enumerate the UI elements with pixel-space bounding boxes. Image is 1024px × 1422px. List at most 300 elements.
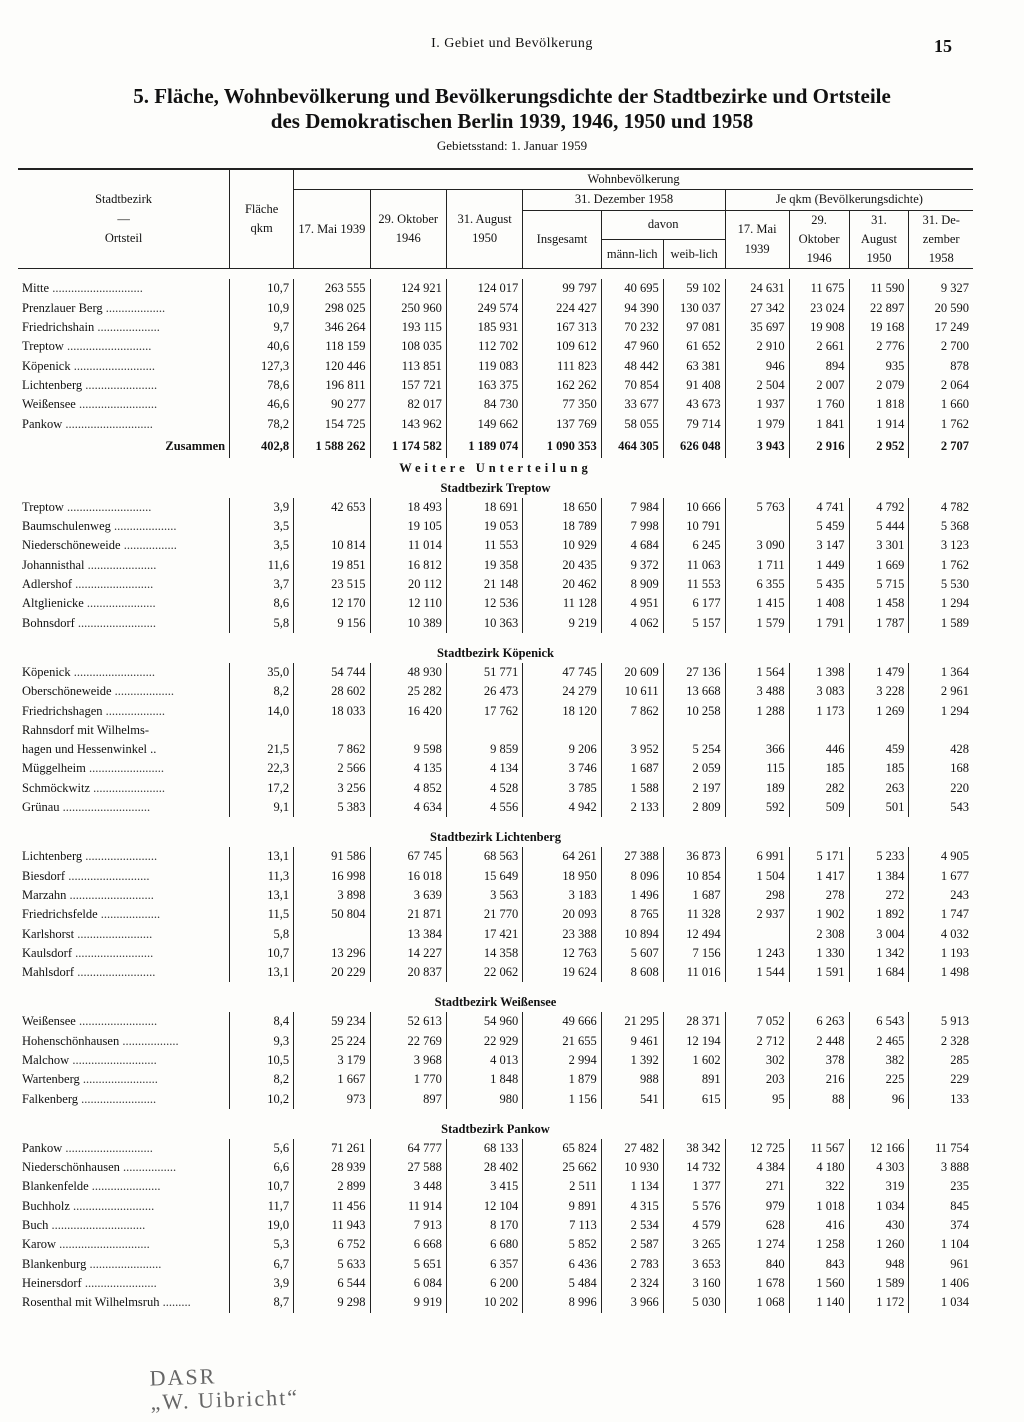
row-value: 1 260 [849, 1235, 909, 1254]
row-value: 8,2 [230, 1070, 294, 1089]
row-value: 3 228 [849, 682, 909, 701]
row-value: 1 762 [909, 415, 973, 434]
row-value: 28 602 [294, 682, 370, 701]
leader-dots: ....................... [82, 849, 158, 864]
row-value: 1 377 [663, 1177, 725, 1196]
row-value: 250 960 [370, 299, 446, 318]
title-line-2: des Demokratischen Berlin 1939, 1946, 1950 und 1958 [270, 109, 754, 133]
header-maennlich: männ-lich [601, 240, 663, 269]
row-value: 8,4 [230, 1012, 294, 1031]
header-stadtbezirk: Stadtbezirk — Ortsteil [18, 169, 230, 269]
row-value: 4 062 [601, 614, 663, 633]
row-value: 298 025 [294, 299, 370, 318]
row-value: 4 315 [601, 1197, 663, 1216]
table-row [18, 740, 973, 759]
row-value: 10 930 [601, 1158, 663, 1177]
row-value: 5,6 [230, 1139, 294, 1158]
header-wohnbevoelkerung: Wohnbevölkerung [294, 169, 973, 190]
row-value: 1 687 [663, 886, 725, 905]
row-value: 19,0 [230, 1216, 294, 1235]
row-value: 10 363 [446, 614, 522, 633]
row-name: Friedrichsfelde ................... [22, 907, 161, 922]
title-line-1: 5. Fläche, Wohnbevölkerung und Bevölkerungsdichte der Stadtbezirke und Ortsteile [133, 84, 891, 108]
row-name: Weißensee ......................... [22, 1014, 158, 1029]
leader-dots: ....................... [86, 1256, 162, 1271]
row-value: 1 791 [789, 614, 849, 633]
leader-dots: .......................... [70, 664, 155, 679]
row-value: 26 473 [446, 682, 522, 701]
row-value: 1 564 [725, 663, 789, 682]
row-value: 891 [663, 1070, 725, 1089]
row-value: 3 301 [849, 536, 909, 555]
row-value: 4 792 [849, 498, 909, 517]
row-value: 1 914 [849, 415, 909, 434]
leader-dots: ...................... [88, 1179, 161, 1194]
row-value: 78,2 [230, 415, 294, 434]
row-value: 47 960 [601, 337, 663, 356]
row-value: 4 634 [370, 798, 446, 817]
row-value: 1 479 [849, 663, 909, 682]
row-value: 94 390 [601, 299, 663, 318]
row-value: 1 258 [789, 1235, 849, 1254]
row-value: 1 937 [725, 395, 789, 414]
row-value: 3 083 [789, 682, 849, 701]
row-value: 3 966 [601, 1293, 663, 1312]
row-value: 27 342 [725, 299, 789, 318]
row-value: 21 770 [446, 905, 522, 924]
header-mai-1939: 17. Mai 1939 [294, 190, 370, 269]
row-value: 3 746 [523, 759, 601, 778]
row-value: 3 256 [294, 779, 370, 798]
leader-dots: ................... [97, 907, 161, 922]
row-name: Niederschönhausen ................. [22, 1160, 177, 1175]
section-heading [18, 992, 973, 1012]
row-value: 13,1 [230, 963, 294, 982]
table-row [18, 1235, 973, 1254]
row-value: 5 913 [909, 1012, 973, 1031]
leader-dots: .................... [110, 519, 177, 534]
row-name: Kaulsdorf ......................... [22, 945, 154, 960]
leader-dots: ............................. [49, 281, 143, 296]
row-value: 11 567 [789, 1139, 849, 1158]
row-value: 1 841 [789, 415, 849, 434]
table-row [18, 1032, 973, 1051]
table-row [18, 376, 973, 395]
page-number: 15 [934, 36, 952, 56]
row-value: 19 851 [294, 556, 370, 575]
table-row [18, 536, 973, 555]
row-value: 3 090 [725, 536, 789, 555]
row-name: Friedrichshagen ................... [22, 703, 166, 718]
row-value: 19 358 [446, 556, 522, 575]
row-value: 20 590 [909, 299, 973, 318]
row-value: 10,2 [230, 1090, 294, 1109]
row-value: 2 783 [601, 1255, 663, 1274]
row-name: Baumschulenweg .................... [22, 519, 177, 534]
row-value: 119 083 [446, 357, 522, 376]
table-body [18, 269, 973, 1313]
row-name: Weißensee ......................... [22, 397, 158, 412]
row-value: 12 494 [663, 925, 725, 944]
row-name: Karlshorst ........................ [22, 926, 153, 941]
row-name: Köpenick .......................... [22, 664, 155, 679]
row-value: 1 667 [294, 1070, 370, 1089]
row-value: 8 096 [601, 867, 663, 886]
row-value: 118 159 [294, 337, 370, 356]
row-value: 1 787 [849, 614, 909, 633]
leader-dots: ...................... [83, 596, 156, 611]
row-value: 10,9 [230, 299, 294, 318]
row-value: 272 [849, 886, 909, 905]
row-value: 1 392 [601, 1051, 663, 1070]
row-value: 897 [370, 1090, 446, 1109]
row-value: 20 609 [601, 663, 663, 682]
leader-dots: .............................. [48, 1218, 146, 1233]
row-value: 263 [849, 779, 909, 798]
row-value: 193 115 [370, 318, 446, 337]
row-value: 1 090 353 [523, 434, 601, 458]
row-value: 1 274 [725, 1235, 789, 1254]
row-value: 10 389 [370, 614, 446, 633]
row-value: 1 243 [725, 944, 789, 963]
table-row [18, 963, 973, 982]
row-value: 5 651 [370, 1255, 446, 1274]
row-value: 543 [909, 798, 973, 817]
row-value: 9 461 [601, 1032, 663, 1051]
row-value: 1 560 [789, 1274, 849, 1293]
row-value: 11 014 [370, 536, 446, 555]
row-value: 5 368 [909, 517, 973, 536]
row-value: 1 342 [849, 944, 909, 963]
row-value: 2 937 [725, 905, 789, 924]
leader-dots: ......................... [75, 397, 158, 412]
row-value: 12 104 [446, 1197, 522, 1216]
spacer-row [18, 1109, 973, 1119]
row-value: 23 515 [294, 575, 370, 594]
leader-dots: ....................... [90, 780, 166, 795]
row-value: 446 [789, 740, 849, 759]
row-value: 10 611 [601, 682, 663, 701]
row-value: 6 357 [446, 1255, 522, 1274]
row-value: 1 762 [909, 556, 973, 575]
row-value: 1 018 [789, 1197, 849, 1216]
row-value: 4 951 [601, 594, 663, 613]
row-value: 1 406 [909, 1274, 973, 1293]
row-value: 54 744 [294, 663, 370, 682]
row-value: 120 446 [294, 357, 370, 376]
row-value: 14 227 [370, 944, 446, 963]
row-value: 14 732 [663, 1158, 725, 1177]
table-row [18, 1012, 973, 1031]
leader-dots: ............................ [62, 1140, 153, 1155]
row-name: Treptow ........................... [22, 499, 152, 514]
row-value: 27 388 [601, 847, 663, 866]
row-value: 33 677 [601, 395, 663, 414]
row-value: 235 [909, 1177, 973, 1196]
row-value: 67 745 [370, 847, 446, 866]
row-value: 108 035 [370, 337, 446, 356]
row-value: 58 055 [601, 415, 663, 434]
row-value: 5 576 [663, 1197, 725, 1216]
running-header: I. Gebiet und Bevölkerung [431, 36, 593, 51]
row-value: 2 566 [294, 759, 370, 778]
row-value: 5 607 [601, 944, 663, 963]
row-value: 11,7 [230, 1197, 294, 1216]
row-value: 5 459 [789, 517, 849, 536]
row-value: 1 398 [789, 663, 849, 682]
row-name: Bohnsdorf ......................... [22, 615, 157, 630]
row-value: 382 [849, 1051, 909, 1070]
row-value: 17,2 [230, 779, 294, 798]
row-value: 3 415 [446, 1177, 522, 1196]
table-row [18, 279, 973, 298]
row-value: 5 233 [849, 847, 909, 866]
row-value: 3 183 [523, 886, 601, 905]
row-value: 4 528 [446, 779, 522, 798]
row-value: 63 381 [663, 357, 725, 376]
row-value: 2 007 [789, 376, 849, 395]
row-value: 133 [909, 1090, 973, 1109]
row-value: 1 588 262 [294, 434, 370, 458]
row-value: 3 888 [909, 1158, 973, 1177]
row-value: 20 462 [523, 575, 601, 594]
row-value: 843 [789, 1255, 849, 1274]
row-value: 3 448 [370, 1177, 446, 1196]
row-value: 1 140 [789, 1293, 849, 1312]
row-value [230, 721, 294, 740]
row-value: 22,3 [230, 759, 294, 778]
row-value: 6 680 [446, 1235, 522, 1254]
table-row [18, 1177, 973, 1196]
row-value: 5 383 [294, 798, 370, 817]
row-value: 1 068 [725, 1293, 789, 1312]
row-value: 5 633 [294, 1255, 370, 1274]
row-value: 3 898 [294, 886, 370, 905]
header-insgesamt: Insgesamt [523, 210, 601, 269]
row-value: 4 013 [446, 1051, 522, 1070]
row-value: 40 695 [601, 279, 663, 298]
leader-dots: ....................... [82, 377, 158, 392]
row-value: 9,7 [230, 318, 294, 337]
row-value: 5 444 [849, 517, 909, 536]
row-value: 11 553 [663, 575, 725, 594]
row-value: 4 303 [849, 1158, 909, 1177]
row-value: 10,7 [230, 279, 294, 298]
row-value: 3 147 [789, 536, 849, 555]
row-value [601, 721, 663, 740]
row-value: 229 [909, 1070, 973, 1089]
row-value: 10 894 [601, 925, 663, 944]
row-value: 11 456 [294, 1197, 370, 1216]
row-value: 6 263 [789, 1012, 849, 1031]
row-value: 5,8 [230, 614, 294, 633]
row-value: 6,6 [230, 1158, 294, 1177]
row-value: 1 602 [663, 1051, 725, 1070]
row-value: 11 754 [909, 1139, 973, 1158]
row-value: 3 160 [663, 1274, 725, 1293]
row-value: 115 [725, 759, 789, 778]
row-name: Blankenfelde ...................... [22, 1179, 161, 1194]
row-name: Prenzlauer Berg ................... [22, 300, 166, 315]
spacer-row [18, 982, 973, 992]
spacer-row [18, 269, 973, 280]
row-value: 28 371 [663, 1012, 725, 1031]
row-value: 1 892 [849, 905, 909, 924]
row-value: 626 048 [663, 434, 725, 458]
header-dichte-1939: 17. Mai 1939 [725, 210, 789, 269]
row-value: 3 265 [663, 1235, 725, 1254]
row-value: 19 105 [370, 517, 446, 536]
row-value: 51 771 [446, 663, 522, 682]
row-name: Altglienicke ...................... [22, 596, 156, 611]
row-value: 2 511 [523, 1177, 601, 1196]
table-row [18, 498, 973, 517]
row-value: 8 909 [601, 575, 663, 594]
row-value: 185 931 [446, 318, 522, 337]
row-value [294, 517, 370, 536]
row-value: 99 797 [523, 279, 601, 298]
row-value: 224 427 [523, 299, 601, 318]
row-value: 20 112 [370, 575, 446, 594]
row-value: 1 979 [725, 415, 789, 434]
row-value: 12 170 [294, 594, 370, 613]
row-value: 935 [849, 357, 909, 376]
row-value: 4 852 [370, 779, 446, 798]
row-value: 5 763 [725, 498, 789, 517]
row-value: 988 [601, 1070, 663, 1089]
row-value: 1 294 [909, 594, 973, 613]
row-value: 79 714 [663, 415, 725, 434]
header-dichte-1950: 31. August 1950 [849, 210, 909, 269]
row-value: 11 016 [663, 963, 725, 982]
row-value: 25 282 [370, 682, 446, 701]
row-value: 1 879 [523, 1070, 601, 1089]
row-name: hagen und Hessenwinkel .. [22, 742, 157, 757]
row-name: Grünau ............................ [22, 800, 151, 815]
row-value: 10 258 [663, 702, 725, 721]
section-heading [18, 478, 973, 498]
row-value: 1 104 [909, 1235, 973, 1254]
row-value: 11 914 [370, 1197, 446, 1216]
row-value: 10,7 [230, 1177, 294, 1196]
row-value: 10 814 [294, 536, 370, 555]
row-value: 2 961 [909, 682, 973, 701]
row-value: 4 384 [725, 1158, 789, 1177]
row-value: 5 171 [789, 847, 849, 866]
row-value: 11 328 [663, 905, 725, 924]
row-value: 2 448 [789, 1032, 849, 1051]
row-name: Heinersdorf ....................... [22, 1275, 157, 1290]
row-value: 71 261 [294, 1139, 370, 1158]
row-value: 14,0 [230, 702, 294, 721]
row-value: 8 765 [601, 905, 663, 924]
row-value: 18 493 [370, 498, 446, 517]
row-value: 35,0 [230, 663, 294, 682]
row-value: 113 851 [370, 357, 446, 376]
row-value: 88 [789, 1090, 849, 1109]
row-value: 1 156 [523, 1090, 601, 1109]
row-value: 459 [849, 740, 909, 759]
row-value: 203 [725, 1070, 789, 1089]
row-value: 2 776 [849, 337, 909, 356]
row-value: 162 262 [523, 376, 601, 395]
row-value: 13,1 [230, 886, 294, 905]
leader-dots: ................. [119, 1160, 177, 1175]
row-value [789, 721, 849, 740]
row-value: 4 782 [909, 498, 973, 517]
row-value: 52 613 [370, 1012, 446, 1031]
row-value: 1 678 [725, 1274, 789, 1293]
row-value: 8 608 [601, 963, 663, 982]
table-row [18, 847, 973, 866]
row-value: 501 [849, 798, 909, 817]
row-value: 9 298 [294, 1293, 370, 1312]
leader-dots: ......... [159, 1295, 191, 1310]
row-name: Friedrichshain .................... [22, 320, 160, 335]
section-title: Stadtbezirk Treptow [440, 480, 551, 495]
row-value: 3,7 [230, 575, 294, 594]
row-value: 2 952 [849, 434, 909, 458]
row-value: 13 668 [663, 682, 725, 701]
row-value: 97 081 [663, 318, 725, 337]
table-row [18, 721, 973, 740]
row-value [446, 721, 522, 740]
row-value: 21 871 [370, 905, 446, 924]
row-value: 16 812 [370, 556, 446, 575]
row-value: 1 294 [909, 702, 973, 721]
row-value: 11 943 [294, 1216, 370, 1235]
row-value: 1 173 [789, 702, 849, 721]
row-value: 9 859 [446, 740, 522, 759]
row-value: 1 687 [601, 759, 663, 778]
row-value: 20 837 [370, 963, 446, 982]
header-dichte: Je qkm (Bevölkerungsdichte) [725, 190, 973, 210]
leader-dots: ........................ [79, 1072, 158, 1087]
row-name: Buchholz .......................... [22, 1198, 155, 1213]
row-value: 3 952 [601, 740, 663, 759]
table-row [18, 1197, 973, 1216]
row-value: 2 712 [725, 1032, 789, 1051]
row-value: 19 053 [446, 517, 522, 536]
row-value: 13 384 [370, 925, 446, 944]
row-value: 1 669 [849, 556, 909, 575]
row-value: 8 996 [523, 1293, 601, 1312]
row-value: 11 063 [663, 556, 725, 575]
row-value: 5 435 [789, 575, 849, 594]
row-value: 1 660 [909, 395, 973, 414]
row-value: 28 402 [446, 1158, 522, 1177]
row-value: 2 910 [725, 337, 789, 356]
row-value: 3 488 [725, 682, 789, 701]
leader-dots: ........................... [69, 1052, 157, 1067]
row-value: 1 172 [849, 1293, 909, 1312]
table-row [18, 337, 973, 356]
row-value: 428 [909, 740, 973, 759]
row-value: 402,8 [230, 434, 294, 458]
row-value: 961 [909, 1255, 973, 1274]
row-value: 1 504 [725, 867, 789, 886]
row-value: 4 942 [523, 798, 601, 817]
header-aug-1950: 31. August 1950 [446, 190, 522, 269]
row-value: 64 261 [523, 847, 601, 866]
table-row [18, 663, 973, 682]
table-row [18, 1216, 973, 1235]
row-value: 127,3 [230, 357, 294, 376]
row-value: 346 264 [294, 318, 370, 337]
row-value: 322 [789, 1177, 849, 1196]
section-heading [18, 458, 973, 478]
section-heading [18, 643, 973, 663]
